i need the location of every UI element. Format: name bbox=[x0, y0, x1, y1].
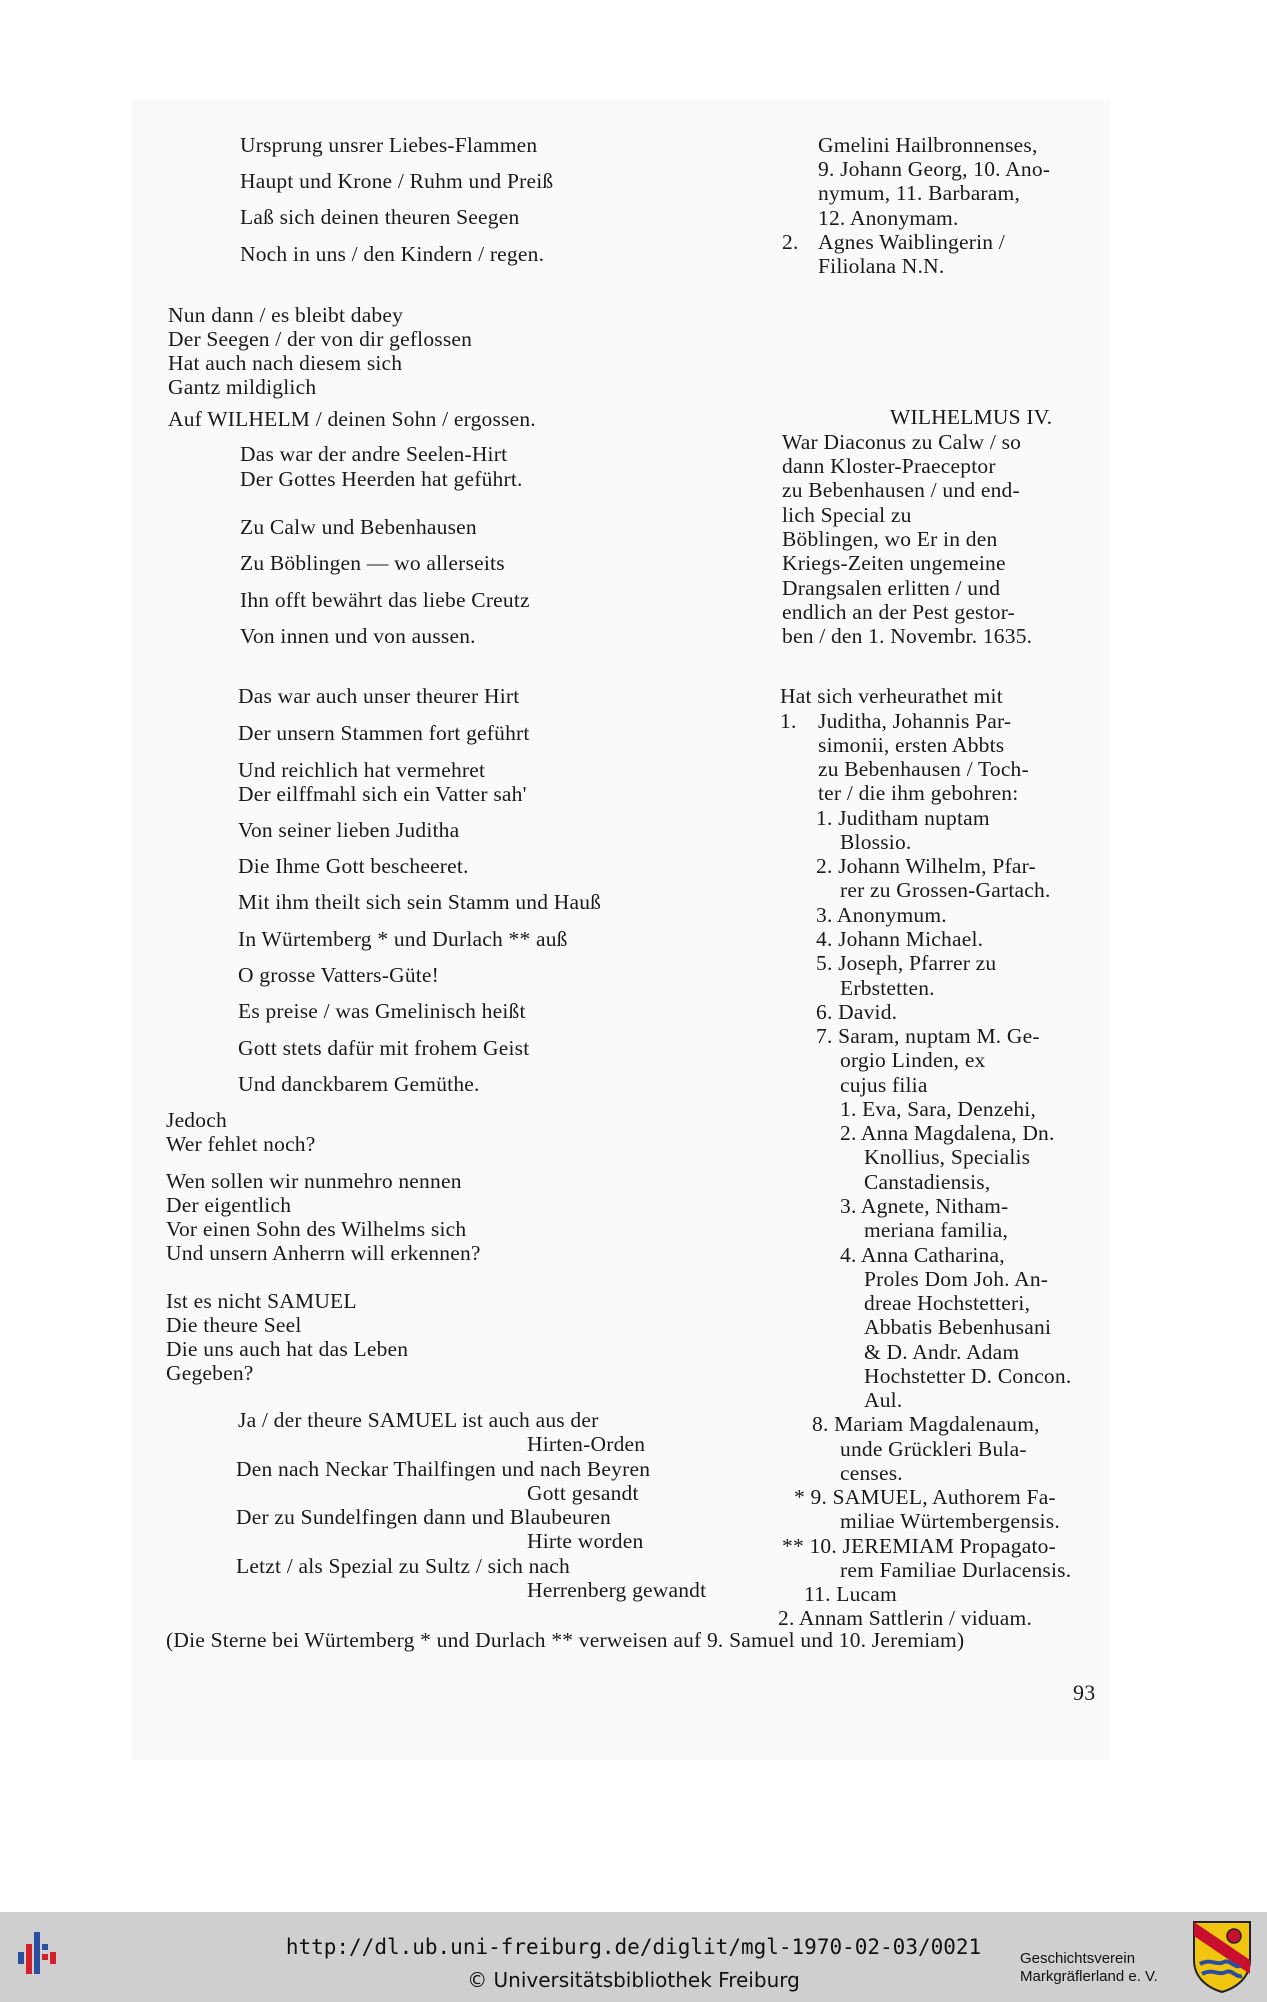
verse-line: Der eilffmahl sich ein Vatter sah' bbox=[238, 782, 527, 806]
genealogy-line: 9. Johann Georg, 10. Ano- bbox=[818, 157, 1051, 181]
genealogy-line: Canstadiensis, bbox=[864, 1170, 991, 1194]
genealogy-line: & D. Andr. Adam bbox=[864, 1340, 1020, 1364]
genealogy-line: Kriegs-Zeiten ungemeine bbox=[782, 551, 1006, 575]
genealogy-line: dann Kloster-Praeceptor bbox=[782, 454, 996, 478]
verse-line: Jedoch bbox=[166, 1108, 227, 1132]
genealogy-line: censes. bbox=[840, 1461, 903, 1485]
genealogy-line: lich Special zu bbox=[782, 503, 912, 527]
genealogy-line: Böblingen, wo Er in den bbox=[782, 527, 998, 551]
genealogy-line: ** 10. JEREMIAM Propagato- bbox=[782, 1534, 1056, 1558]
genealogy-line: Abbatis Bebenhusani bbox=[864, 1315, 1052, 1339]
genealogy-line: Gmelini Hailbronnenses, bbox=[818, 133, 1038, 157]
verse-line: In Würtemberg * und Durlach ** auß bbox=[238, 927, 568, 951]
verse-line: Von innen und von aussen. bbox=[240, 624, 476, 648]
verse-line: Ursprung unsrer Liebes-Flammen bbox=[240, 133, 538, 157]
genealogy-line: miliae Würtembergensis. bbox=[840, 1509, 1060, 1533]
genealogy-line: 6. David. bbox=[816, 1000, 898, 1024]
genealogy-line: meriana familia, bbox=[864, 1218, 1009, 1242]
verse-line: Der unsern Stammen fort geführt bbox=[238, 721, 530, 745]
verse-line: Noch in uns / den Kindern / regen. bbox=[240, 242, 545, 266]
genealogy-line: simonii, ersten Abbts bbox=[818, 733, 1005, 757]
genealogy-line: unde Grückleri Bula- bbox=[840, 1437, 1027, 1461]
verse-line: Die uns auch hat das Leben bbox=[166, 1337, 409, 1361]
genealogy-line: * 9. SAMUEL, Authorem Fa- bbox=[794, 1485, 1056, 1509]
genealogy-line: zu Bebenhausen / und end- bbox=[782, 478, 1020, 502]
page-number: 93 bbox=[1073, 1680, 1096, 1705]
section-heading: WILHELMUS IV. bbox=[890, 405, 1053, 429]
genealogy-line: 4. Anna Catharina, bbox=[840, 1243, 1005, 1267]
society-line-2: Markgräflerland e. V. bbox=[1020, 1968, 1158, 1985]
genealogy-line: Knollius, Specialis bbox=[864, 1145, 1031, 1169]
genealogy-line: 3. Anonymum. bbox=[816, 903, 947, 927]
genealogy-line: 11. Lucam bbox=[804, 1582, 897, 1606]
verse-line: Gegeben? bbox=[166, 1361, 254, 1385]
verse-line: Herrenberg gewandt bbox=[527, 1578, 707, 1602]
verse-line: Haupt und Krone / Ruhm und Preiß bbox=[240, 169, 554, 193]
verse-line: Den nach Neckar Thailfingen und nach Beyren bbox=[236, 1457, 651, 1481]
verse-line: Die theure Seel bbox=[166, 1313, 302, 1337]
verse-line: Der eigentlich bbox=[166, 1193, 292, 1217]
genealogy-line: Filiolana N.N. bbox=[818, 254, 945, 278]
genealogy-line: zu Bebenhausen / Toch- bbox=[818, 757, 1029, 781]
verse-line: Mit ihm theilt sich sein Stamm und Hauß bbox=[238, 890, 602, 914]
verse-line: Gantz mildiglich bbox=[168, 375, 317, 399]
genealogy-line: 2. bbox=[782, 230, 799, 254]
coat-of-arms-icon bbox=[1190, 1918, 1254, 1994]
verse-line: Hirte worden bbox=[527, 1529, 644, 1553]
genealogy-line: 8. Mariam Magdalenaum, bbox=[812, 1412, 1040, 1436]
verse-line: Auf WILHELM / deinen Sohn / ergossen. bbox=[168, 407, 536, 431]
verse-line: Gott stets dafür mit frohem Geist bbox=[238, 1036, 530, 1060]
verse-line: Der Seegen / der von dir geflossen bbox=[168, 327, 473, 351]
footnote: (Die Sterne bei Würtemberg * und Durlach ** verweisen auf 9. Samuel und 10. Jeremiam) bbox=[166, 1628, 965, 1652]
verse-line: Und danckbarem Gemüthe. bbox=[238, 1072, 480, 1096]
verse-line: Hirten-Orden bbox=[527, 1432, 646, 1456]
verse-line: Das war auch unser theurer Hirt bbox=[238, 684, 520, 708]
verse-line: Von seiner lieben Juditha bbox=[238, 818, 460, 842]
verse-line: Gott gesandt bbox=[527, 1481, 639, 1505]
genealogy-line: orgio Linden, ex bbox=[840, 1048, 986, 1072]
genealogy-line: ter / die ihm gebohren: bbox=[818, 781, 1019, 805]
verse-line: Das war der andre Seelen-Hirt bbox=[240, 442, 508, 466]
verse-line: Letzt / als Spezial zu Sultz / sich nach bbox=[236, 1554, 570, 1578]
verse-line: Der Gottes Heerden hat geführt. bbox=[240, 467, 523, 491]
society-line-1: Geschichtsverein bbox=[1020, 1950, 1136, 1967]
genealogy-line: endlich an der Pest gestor- bbox=[782, 600, 1016, 624]
genealogy-line: nymum, 11. Barbaram, bbox=[818, 181, 1021, 205]
genealogy-line: 3. Agnete, Nitham- bbox=[840, 1194, 1009, 1218]
genealogy-line: cujus filia bbox=[840, 1073, 928, 1097]
genealogy-line: Hochstetter D. Concon. bbox=[864, 1364, 1072, 1388]
genealogy-line: rer zu Grossen-Gartach. bbox=[840, 878, 1051, 902]
genealogy-line: War Diaconus zu Calw / so bbox=[782, 430, 1022, 454]
genealogy-line: Agnes Waiblingerin / bbox=[818, 230, 1005, 254]
genealogy-line: 12. Anonymam. bbox=[818, 206, 959, 230]
genealogy-line: Erbstetten. bbox=[840, 976, 935, 1000]
verse-line: Und unsern Anherrn will erkennen? bbox=[166, 1241, 481, 1265]
genealogy-line: 5. Joseph, Pfarrer zu bbox=[816, 951, 997, 975]
genealogy-line: rem Familiae Durlacensis. bbox=[840, 1558, 1072, 1582]
verse-line: Vor einen Sohn des Wilhelms sich bbox=[166, 1217, 467, 1241]
verse-line: Ja / der theure SAMUEL ist auch aus der bbox=[238, 1408, 599, 1432]
genealogy-line: Juditha, Johannis Par- bbox=[818, 709, 1012, 733]
verse-line: Es preise / was Gmelinisch heißt bbox=[238, 999, 526, 1023]
verse-line: Und reichlich hat vermehret bbox=[238, 758, 486, 782]
genealogy-line: Aul. bbox=[864, 1388, 903, 1412]
society-name bbox=[1020, 1950, 1188, 1986]
genealogy-line: Proles Dom Joh. An- bbox=[864, 1267, 1049, 1291]
genealogy-line: 2. Anna Magdalena, Dn. bbox=[840, 1121, 1055, 1145]
genealogy-line: 1. Eva, Sara, Denzehi, bbox=[840, 1097, 1037, 1121]
verse-line: Ihn offt bewährt das liebe Creutz bbox=[240, 588, 530, 612]
verse-line: Der zu Sundelfingen dann und Blaubeuren bbox=[236, 1505, 611, 1529]
verse-line: Wer fehlet noch? bbox=[166, 1132, 316, 1156]
genealogy-line: 7. Saram, nuptam M. Ge- bbox=[816, 1024, 1040, 1048]
verse-line: Wen sollen wir nunmehro nennen bbox=[166, 1169, 462, 1193]
genealogy-line: dreae Hochstetteri, bbox=[864, 1291, 1031, 1315]
permalink[interactable]: http://dl.ub.uni-freiburg.de/diglit/mgl-1970-02-03/0021 bbox=[285, 1935, 982, 1959]
genealogy-line: 2. Johann Wilhelm, Pfar- bbox=[816, 854, 1036, 878]
genealogy-line: Blossio. bbox=[840, 830, 912, 854]
genealogy-line: 2. Annam Sattlerin / viduam. bbox=[778, 1606, 1033, 1630]
genealogy-line: 1. bbox=[780, 709, 797, 733]
verse-line: Ist es nicht SAMUEL bbox=[166, 1289, 357, 1313]
genealogy-line: 1. Juditham nuptam bbox=[816, 806, 990, 830]
verse-line: Hat auch nach diesem sich bbox=[168, 351, 403, 375]
genealogy-line: Drangsalen erlitten / und bbox=[782, 576, 1001, 600]
verse-line: Zu Calw und Bebenhausen bbox=[240, 515, 477, 539]
genealogy-line: ben / den 1. Novembr. 1635. bbox=[782, 624, 1033, 648]
verse-line: O grosse Vatters-Güte! bbox=[238, 963, 440, 987]
genealogy-line: Hat sich verheurathet mit bbox=[780, 684, 1003, 708]
verse-line: Nun dann / es bleibt dabey bbox=[168, 303, 404, 327]
copyright: © Universitätsbibliothek Freiburg bbox=[467, 1968, 800, 1992]
verse-line: Zu Böblingen — wo allerseits bbox=[240, 551, 505, 575]
genealogy-line: 4. Johann Michael. bbox=[816, 927, 984, 951]
verse-line: Die Ihme Gott bescheeret. bbox=[238, 854, 469, 878]
verse-line: Laß sich deinen theuren Seegen bbox=[240, 205, 520, 229]
